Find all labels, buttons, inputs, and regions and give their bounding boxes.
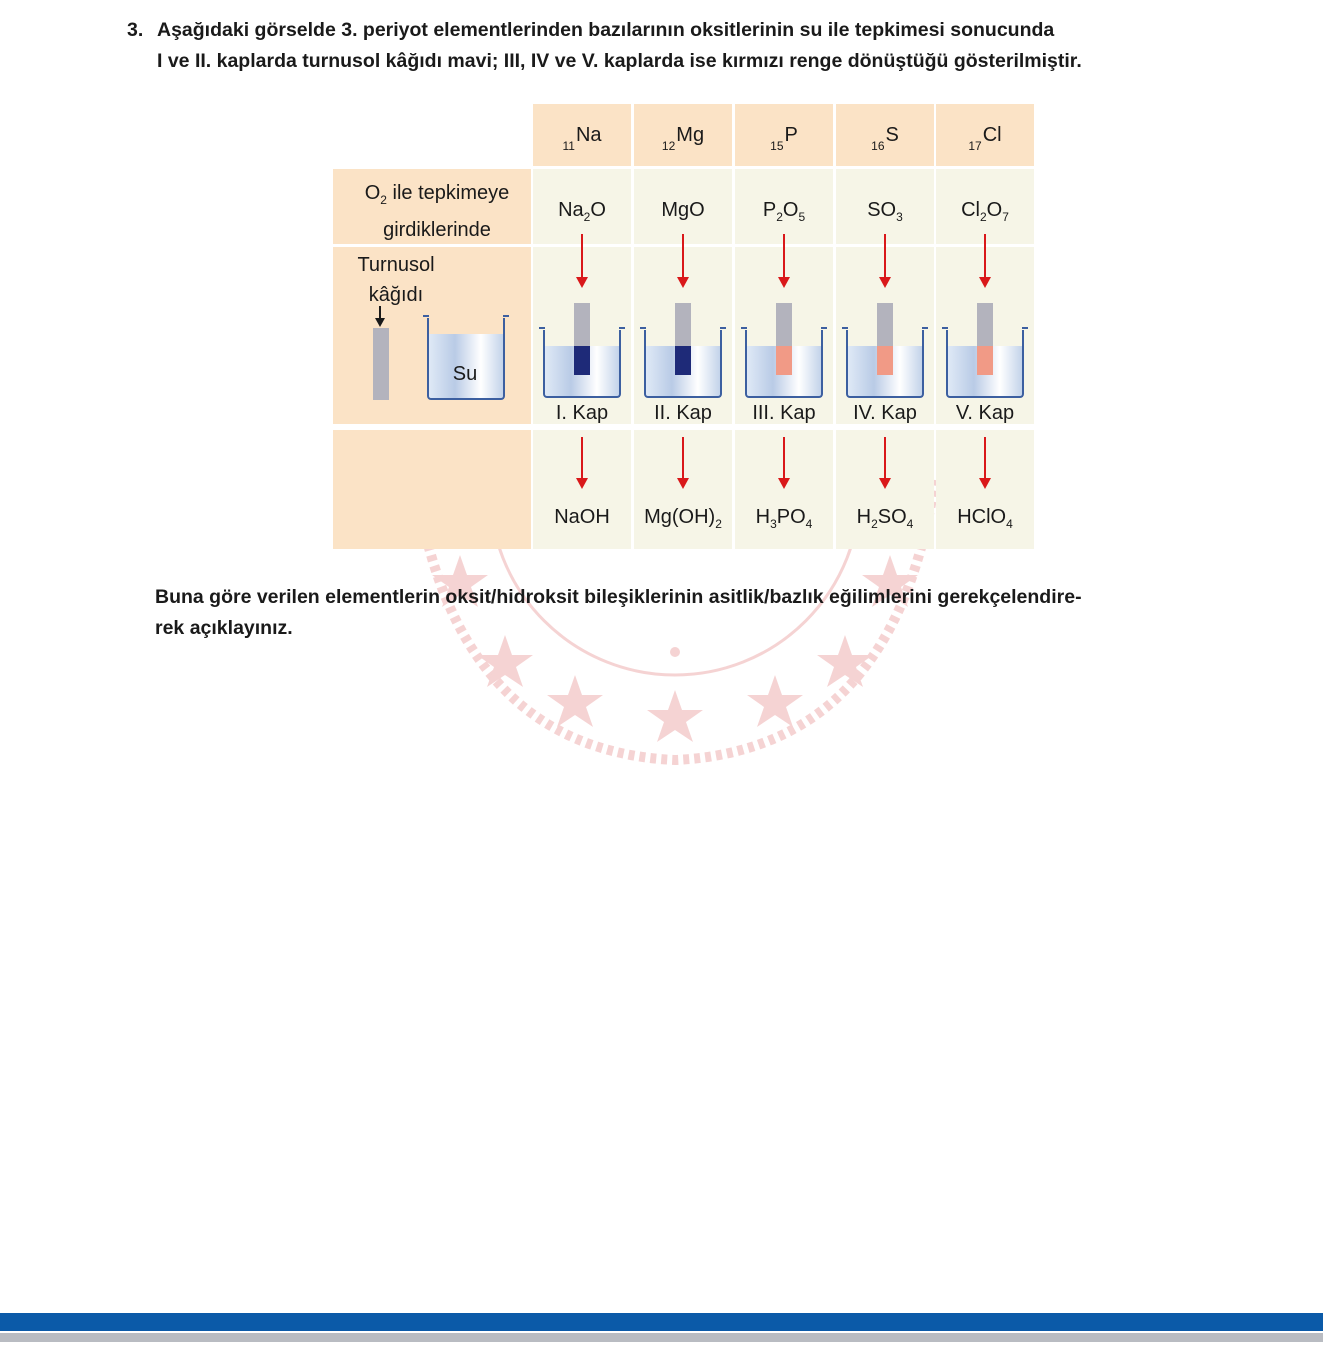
prompt-text-line2: rek açıklayınız. xyxy=(155,617,293,639)
litmus-color-change xyxy=(574,346,590,375)
oxide-formula: $Cl_2O_7$ xyxy=(961,199,1009,224)
litmus-color-change xyxy=(675,346,691,375)
litmus-paper-strip xyxy=(574,303,590,375)
product-arrow-down xyxy=(682,437,684,479)
oxide-formula: $P_2O_5$ xyxy=(762,199,806,224)
container-label: II. Kap xyxy=(654,402,712,424)
element-symbol: $_{16}$S xyxy=(871,124,899,153)
product-arrow-down xyxy=(581,437,583,479)
litmus-pointer-arrowhead xyxy=(375,318,385,327)
reaction-arrow-down xyxy=(884,234,886,278)
product-arrow-down xyxy=(884,437,886,479)
container-label: IV. Kap xyxy=(853,402,917,424)
reaction-arrow-down xyxy=(581,234,583,278)
product-arrow-down xyxy=(984,437,986,479)
litmus-paper-strip xyxy=(977,303,993,375)
product-formula: NaOH xyxy=(554,506,610,528)
question-text-line1: Aşağıdaki görselde 3. periyot elementlerinden bazılarının oksitlerinin su ile tepkimesi sonucunda xyxy=(157,19,1055,41)
oxide-formula: $SO_3$ xyxy=(867,199,903,224)
litmus-paper-strip xyxy=(877,303,893,375)
question-text-line2: I ve II. kaplarda turnusol kâğıdı mavi; III, IV ve V. kaplarda ise kırmızı renge dönüştüğü gösterilmiştir. xyxy=(157,50,1082,72)
water-label: Su xyxy=(452,363,478,385)
reaction-arrow-down xyxy=(783,234,785,278)
reaction-arrow-down xyxy=(682,234,684,278)
oxygen-row-label: $O_2$ ile tepkimeye girdiklerinde xyxy=(364,182,510,241)
oxide-formula: $Na_2O$ xyxy=(558,199,606,224)
product-formula: $Mg(OH)_2$ xyxy=(644,506,722,531)
element-symbol: $_{17}$Cl xyxy=(968,124,1002,153)
litmus-paper-label: Turnusol kâğıdı xyxy=(357,254,435,306)
container-label: I. Kap xyxy=(555,402,609,424)
product-arrow-down xyxy=(783,437,785,479)
reaction-arrow-down xyxy=(984,234,986,278)
dry-litmus-paper xyxy=(373,328,389,400)
litmus-paper-strip xyxy=(776,303,792,375)
container-label: V. Kap xyxy=(955,402,1015,424)
prompt-text-line1: Buna göre verilen elementlerin oksit/hidroksit bileşiklerinin asitlik/bazlık eğilimlerini gerekçelendire- xyxy=(155,586,1082,608)
element-symbol: $_{15}$P xyxy=(770,124,798,153)
product-formula: $H_3PO_4$ xyxy=(755,506,813,531)
container-label: III. Kap xyxy=(752,402,816,424)
element-symbol: $_{12}$Mg xyxy=(661,124,705,153)
litmus-paper-strip xyxy=(675,303,691,375)
litmus-color-change xyxy=(877,346,893,375)
element-symbol: $_{11}$Na xyxy=(562,124,602,153)
footer-blue-bar xyxy=(0,1313,1323,1331)
oxide-formula: MgO xyxy=(661,199,705,221)
product-row-label-cell xyxy=(333,430,531,549)
litmus-color-change xyxy=(977,346,993,375)
litmus-color-change xyxy=(776,346,792,375)
question-number: 3. xyxy=(127,19,144,41)
product-formula: HClO$_4$ xyxy=(957,506,1013,531)
product-formula: $H_2SO_4$ xyxy=(856,506,914,531)
footer-gray-bar xyxy=(0,1333,1323,1342)
